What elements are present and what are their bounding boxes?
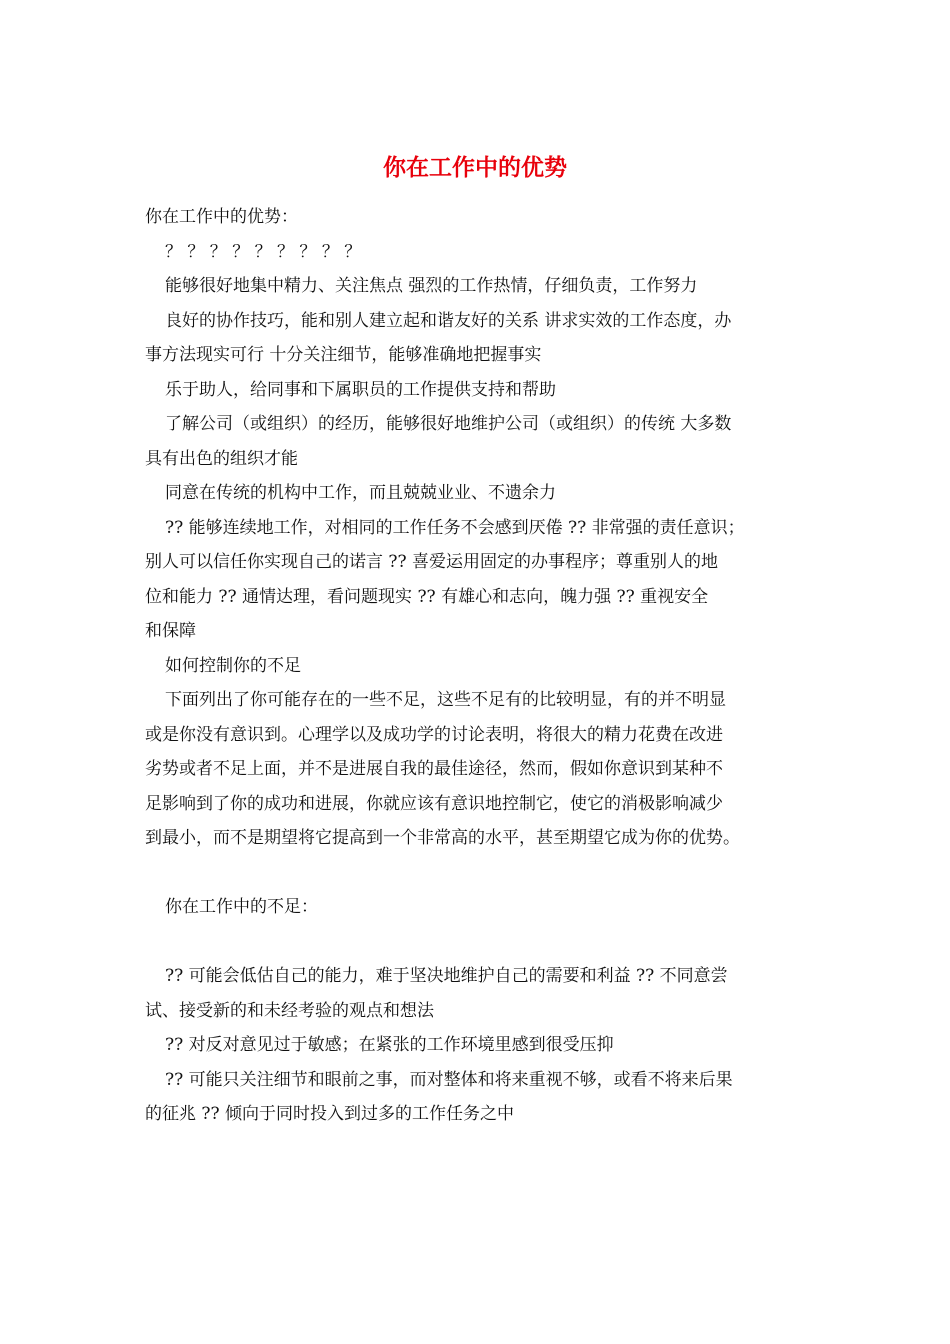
body-line: 你在工作中的优势： xyxy=(145,207,298,227)
body-line: 同意在传统的机构中工作，而且兢兢业业、不遗余力 xyxy=(165,483,556,503)
body-line: 下面列出了你可能存在的一些不足，这些不足有的比较明显，有的并不明显 xyxy=(165,690,726,710)
body-line: 的征兆 ?? 倾向于同时投入到过多的工作任务之中 xyxy=(145,1104,515,1124)
body-line: 或是你没有意识到。心理学以及成功学的讨论表明，将很大的精力花费在改进 xyxy=(145,724,723,745)
body-line: ?? 可能会低估自己的能力，难于坚决地维护自己的需要和利益 ?? 不同意尝 xyxy=(165,966,728,986)
body-line: 和保障 xyxy=(145,621,196,641)
body-line: 到最小，而不是期望将它提高到一个非常高的水平，甚至期望它成为你的优势。 xyxy=(145,828,740,848)
document-title: 你在工作中的优势 xyxy=(383,154,567,181)
body-line: 足影响到了你的成功和进展，你就应该有意识地控制它，使它的消极影响减少 xyxy=(145,793,723,814)
body-line: ？ ？ ？ ？ ？ ？ ？ ？ ？ xyxy=(165,241,362,262)
body-line: 劣势或者不足上面，并不是进展自我的最佳途径，然而，假如你意识到某种不 xyxy=(145,759,723,779)
body-line: 具有出色的组织才能 xyxy=(145,448,298,469)
body-line: 乐于助人，给同事和下属职员的工作提供支持和帮助 xyxy=(165,379,556,400)
section-heading: 你在工作中的不足： xyxy=(165,897,318,917)
body-line: 了解公司（或组织）的经历，能够很好地维护公司（或组织）的传统 大多数 xyxy=(165,414,732,434)
section-heading: 如何控制你的不足 xyxy=(165,655,301,676)
body-line: ?? 对反对意见过于敏感；在紧张的工作环境里感到很受压抑 xyxy=(165,1035,614,1055)
body-line: 位和能力 ?? 通情达理，看问题现实 ?? 有雄心和志向，魄力强 ?? 重视安全 xyxy=(145,586,709,607)
body-line: ?? 能够连续地工作，对相同的工作任务不会感到厌倦 ?? 非常强的责任意识； xyxy=(165,517,745,538)
body-line: 别人可以信任你实现自己的诺言 ?? 喜爱运用固定的办事程序；尊重别人的地 xyxy=(145,552,719,572)
body-line: 能够很好地集中精力、关注焦点 强烈的工作热情，仔细负责，工作努力 xyxy=(165,276,698,296)
body-line: 试、接受新的和未经考验的观点和想法 xyxy=(145,1000,434,1021)
blank-line xyxy=(145,925,825,960)
body-line: ?? 可能只关注细节和眼前之事，而对整体和将来重视不够，或看不将来后果 xyxy=(165,1069,733,1090)
body-line: 良好的协作技巧，能和别人建立起和谐友好的关系 讲求实效的工作态度，办 xyxy=(165,310,732,331)
document-body xyxy=(145,200,825,1132)
blank-line xyxy=(145,856,825,891)
body-line: 事方法现实可行 十分关注细节，能够准确地把握事实 xyxy=(145,345,542,365)
